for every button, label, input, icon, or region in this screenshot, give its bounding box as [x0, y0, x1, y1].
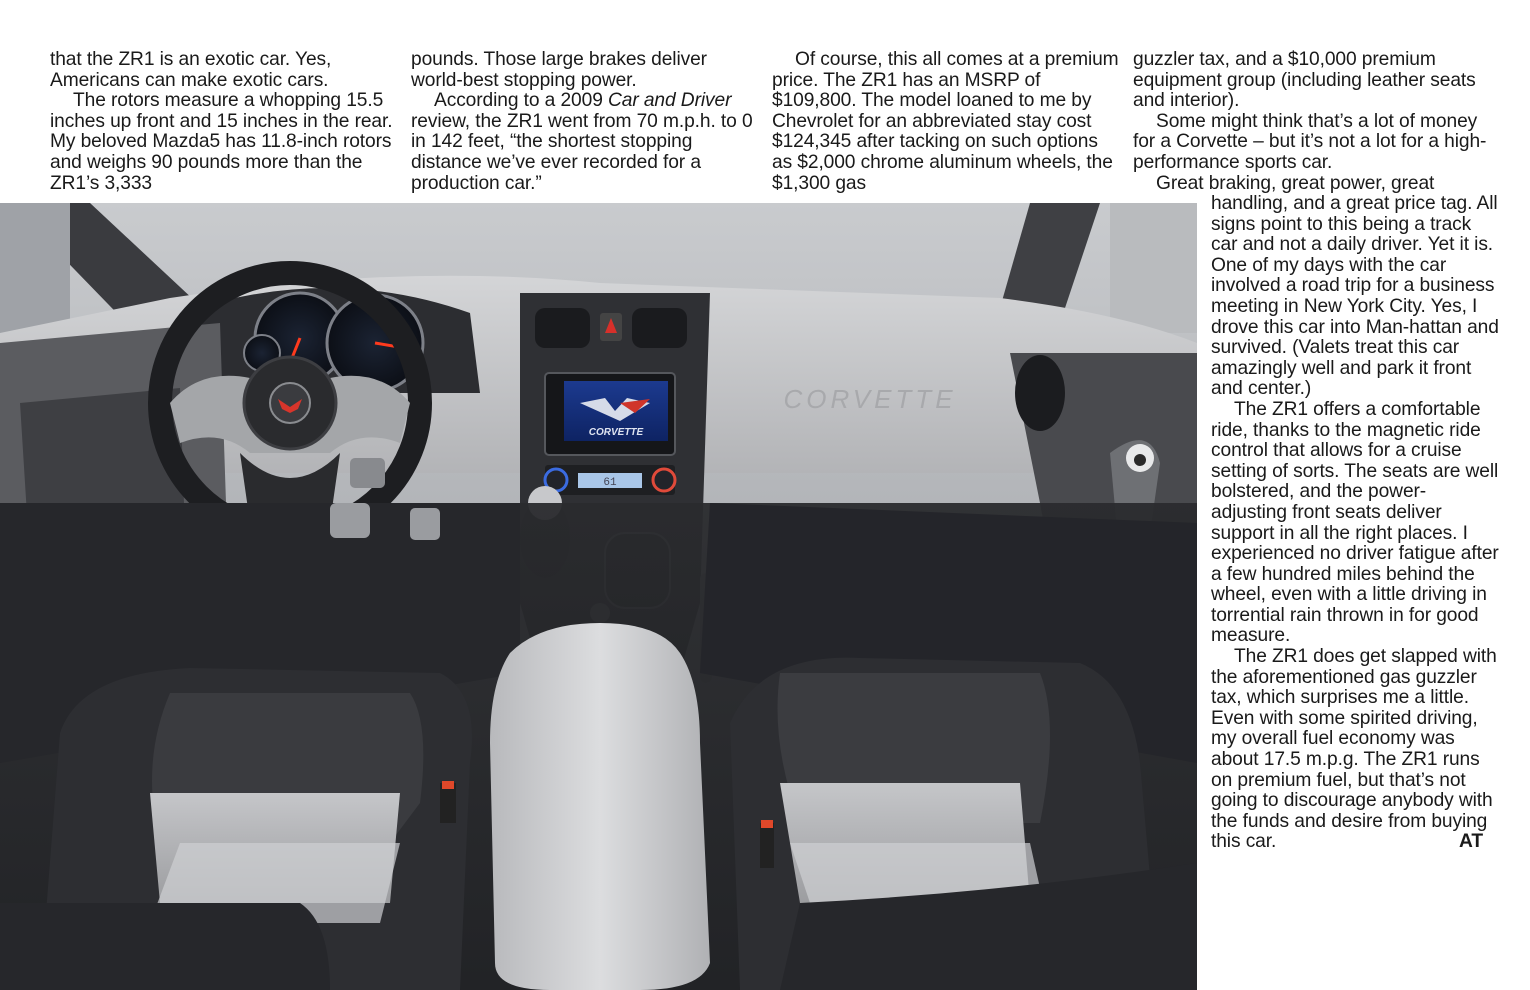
paragraph: The rotors measure a whopping 15.5 inches up front and 15 inches in the rear. My beloved Mazda5 has 11.8-inch rotors and weighs 90 pounds more than the ZR1’s 3,333: [50, 90, 393, 194]
paragraph: [411, 91, 761, 194]
paragraph: guzzler tax, and a $10,000 premium equipment group (including leather seats and interior).: [1133, 49, 1476, 112]
text-run: According to a 2009: [434, 90, 609, 112]
center-armrest: [490, 623, 710, 990]
author-signoff: AT: [1459, 831, 1483, 853]
dash-emboss: CORVETTE: [783, 384, 957, 414]
text-run: review, the ZR1 went from 70 m.p.h. to 0 in 142 feet, “the shortest stopping distance we’ve ever recorded for a production car.”: [411, 110, 753, 194]
interior-photo: [0, 203, 1197, 990]
climate-display-text: 61: [603, 477, 617, 489]
article-column-3: [772, 50, 1122, 194]
paragraph: Some might think that’s a lot of money for a Corvette – but it’s not a lot for a high-performance sports car.: [1133, 110, 1487, 173]
article-column-1: [50, 50, 400, 194]
paragraph: The ZR1 offers a comfortable ride, thanks to the magnetic ride control that allows for a cruise setting of sorts. The seats are well bolstered, and the power-adjusting front seats deliver support in all the right places. I experienced no driver fatigue after a few hundred miles behind the wheel, even with a little driving in torrential rain thrown in for good measure.: [1211, 398, 1499, 647]
paragraph: Of course, this all comes at a premium price. The ZR1 has an MSRP of $109,800. The model loaned to me by Chevrolet for an abbreviated stay cost $124,345 after tacking on such options as $2,000 chrome aluminum wheels, the $1,300 gas: [772, 49, 1119, 194]
article-column-4: [1133, 50, 1493, 194]
text-run: The ZR1 does get slapped with the aforementioned gas guzzler tax, which surprises me a little. Even with some spirited driving, my overall fuel economy was about 17.5 m.p.g. The ZR1 runs on premium fuel, but that’s not going to discourage anybody with the funds and desire from buying this car.: [1211, 646, 1497, 853]
paragraph: that the ZR1 is an exotic car. Yes, Americans can make exotic cars.: [50, 49, 332, 91]
article-column-2: [411, 50, 761, 194]
screen-logo-text: CORVETTE: [588, 427, 644, 438]
article-column-4-wrap: [1211, 194, 1501, 853]
paragraph: handling, and a great price tag. All signs point to this being a track car and not a daily driver. Yet it is. One of my days with the car involved a road trip for a business meeting in New York City. Yes, I drove this car into Man-hattan and survived. (Valets treat this car amazingly well and park it front and center.): [1211, 193, 1499, 400]
seat-left: [0, 668, 472, 990]
paragraph: Great braking, great power, great: [1156, 172, 1435, 194]
publication-title: Car and Driver: [608, 90, 732, 112]
paragraph: [1211, 647, 1501, 853]
paragraph: pounds. Those large brakes deliver world-best stopping power.: [411, 49, 707, 91]
